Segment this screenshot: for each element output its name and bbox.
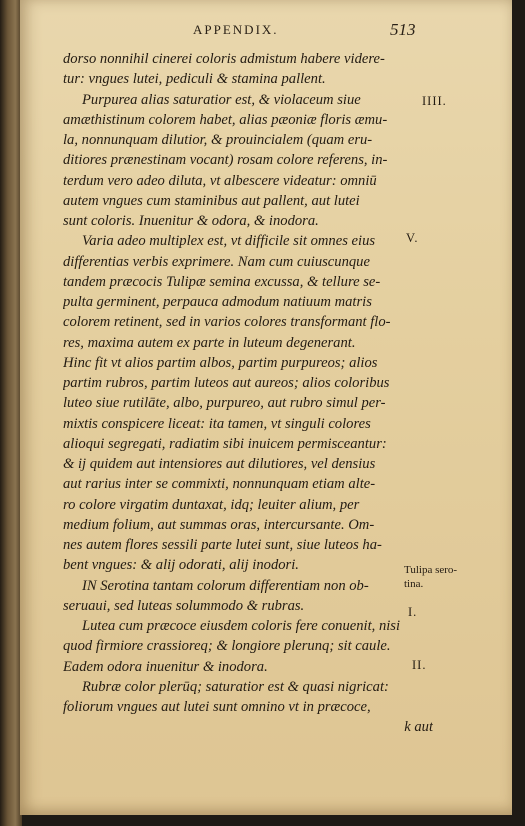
text-line: colorem retinent, sed in varios colores transformant flo- xyxy=(63,314,391,331)
page-number: 513 xyxy=(390,20,416,39)
text-line: autem vngues cum staminibus aut pallent, aut lutei xyxy=(63,192,360,209)
text-line: terdum vero adeo diluta, vt albescere videatur: omniū xyxy=(63,172,377,189)
text-line: Eadem odora inuenitur & inodora. xyxy=(63,658,268,675)
margin-note: Tulipa sero- xyxy=(404,564,458,576)
text-line: ditiores prænestinam vocant) rosam colore referens, in- xyxy=(63,152,388,169)
book-gutter xyxy=(0,0,22,826)
text-line: Hinc fit vt alios partim albos, partim purpureos; alios xyxy=(63,354,378,371)
text-line: bent vngues: & alij odorati, alij inodori. xyxy=(63,557,299,574)
catchword-line: k aut xyxy=(404,719,433,736)
text-line: IN Serotina tantam colorum differentiam non ob- xyxy=(82,577,369,594)
text-line: differentias verbis exprimere. Nam cum cuiuscunque xyxy=(63,253,370,270)
text-line: ro colore virgatim duntaxat, idq; leuiter alium, per xyxy=(63,496,360,513)
text-line: medium folium, aut summas oras, intercursante. Om- xyxy=(63,516,375,533)
text-line: dorso nonnihil cinerei coloris admistum habere videre- xyxy=(63,51,385,67)
text-line: mixtis conspicere liceat: ita tamen, vt singuli colores xyxy=(63,415,371,432)
text-line: la, nonnunquam dilutior, & prouincialem (quam eru- xyxy=(63,132,373,148)
text-line: luteo siue rutilāte, albo, purpureo, aut rubro simul per- xyxy=(63,395,386,412)
margin-numeral: IIII. xyxy=(422,94,447,108)
text-line: tandem præcocis Tulipæ semina excussa, & tellure se- xyxy=(63,273,381,290)
text-line: Lutea cum præcoce eiusdem coloris fere conuenit, nisi xyxy=(82,618,401,634)
text-line: tur: vngues lutei, pediculi & stamina pallent. xyxy=(63,71,326,88)
text-line: Varia adeo multiplex est, vt difficile sit omnes eius xyxy=(82,233,376,250)
text-line: pulta germinent, perpauca admodum natiuum matris xyxy=(63,294,372,310)
text-line: res, maxima autem ex parte in luteum degenerant. xyxy=(63,334,356,351)
text-line: amæthistinum colorem habet, alias pæoniæ floris æmu- xyxy=(63,111,388,128)
text-line: Purpurea alias saturatior est, & violaceum siue xyxy=(82,91,361,108)
book-page xyxy=(20,0,512,815)
text-line: foliorum vngues aut lutei sunt omnino vt in præcoce, xyxy=(63,699,371,715)
margin-numeral: V. xyxy=(406,231,419,245)
margin-numeral: II. xyxy=(412,658,427,672)
margin-numeral: I. xyxy=(408,605,418,619)
text-line: seruaui, sed luteas solummodo & rubras. xyxy=(63,597,305,614)
text-line: quod firmiore crassioreq; & longiore plerunq; sit caule. xyxy=(63,638,391,655)
running-header: APPENDIX. xyxy=(193,22,279,37)
text-line: Rubræ color plerūq; saturatior est & quasi nigricat: xyxy=(82,678,389,695)
text-line: & ij quidem aut intensiores aut dilutiores, vel densius xyxy=(63,456,376,472)
margin-note: tina. xyxy=(404,578,424,590)
text-line: alioqui segregati, radiatim sibi inuicem permisceantur: xyxy=(63,435,387,452)
text-line: aut rarius inter se commixti, nonnunquam etiam alte- xyxy=(63,476,376,493)
body-text xyxy=(63,49,433,738)
text-line: sunt coloris. Inuenitur & odora, & inodora. xyxy=(63,213,319,229)
text-line: partim rubros, partim luteos aut aureos; alios coloribus xyxy=(63,375,390,391)
text-line: nes autem flores sessili parte lutei sunt, siue luteos ha- xyxy=(63,537,382,553)
